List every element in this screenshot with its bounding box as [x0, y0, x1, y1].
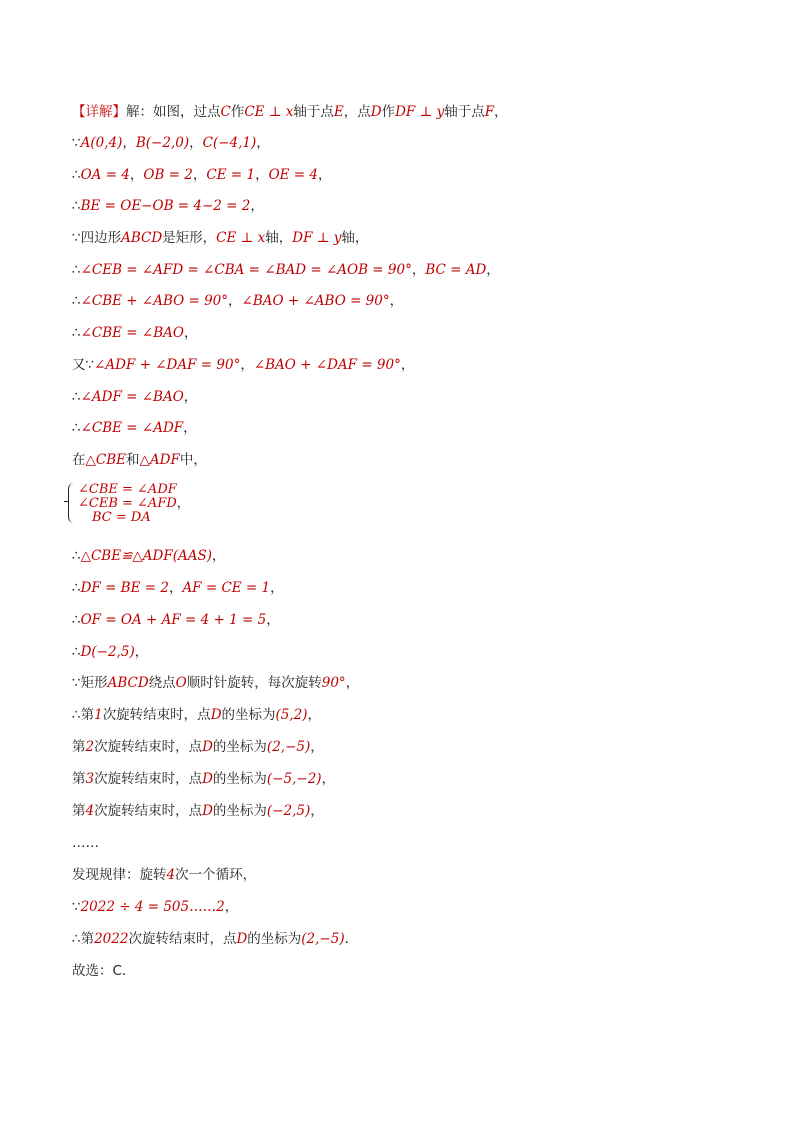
math-expression: DF ⊥ y	[395, 104, 445, 120]
line-text: ，	[266, 612, 280, 628]
line-text: ∵矩形	[72, 675, 108, 691]
line-text: ∵四边形	[72, 230, 122, 246]
line-text: ∴第	[72, 931, 95, 947]
solution-line	[72, 738, 324, 756]
line-text: 在	[72, 452, 86, 468]
math-expression: 2022 ÷ 4 = 505……2	[80, 899, 225, 915]
line-text: 次旋转结束时，点	[102, 707, 211, 723]
line-text: ，	[122, 135, 136, 151]
math-expression: DF = BE = 2	[80, 580, 169, 596]
line-text: ∴	[72, 612, 81, 628]
line-text: 第	[72, 803, 86, 819]
line-text: ，	[494, 104, 508, 120]
math-expression: A(0,4)	[80, 135, 123, 151]
solution-line	[72, 770, 335, 788]
math-expression: B(−2,0)	[135, 135, 190, 151]
line-text: 第	[72, 771, 86, 787]
line-text: ，	[400, 357, 415, 373]
math-expression: 1	[94, 707, 103, 723]
solution-line	[72, 229, 368, 247]
line-text: 的坐标为	[212, 739, 267, 755]
line-text: ，	[134, 644, 149, 660]
line-text: 解：如图，过点	[126, 104, 221, 120]
line-text: 的坐标为	[221, 707, 276, 723]
solution-line	[72, 579, 284, 597]
line-text: 的坐标为	[212, 803, 267, 819]
math-expression: DF ⊥ y	[292, 230, 342, 246]
line-text: ．	[344, 931, 359, 947]
solution-line	[72, 802, 324, 820]
line-text: ，	[192, 167, 207, 183]
line-text: 次旋转结束时，点	[94, 771, 203, 787]
math-expression: F	[484, 104, 495, 120]
solution-line	[72, 451, 207, 469]
line-text: ∴	[72, 548, 81, 564]
line-text: 轴，	[265, 230, 293, 246]
line-text: ∴	[72, 167, 81, 183]
line-text: ，点	[343, 104, 371, 120]
math-expression: △ADF	[139, 452, 180, 468]
line-text: ，	[183, 389, 198, 405]
line-text: ，	[228, 293, 242, 309]
solution-line	[72, 261, 500, 279]
line-text: ，	[183, 420, 197, 436]
math-expression: ∠CBE + ∠ABO = 90°	[80, 293, 229, 309]
line-text: 作	[381, 104, 396, 120]
math-expression: OF = OA + AF = 4 + 1 = 5	[80, 612, 267, 628]
line-text: ∵	[72, 135, 81, 151]
system-eq-2-text: ∠CEB = ∠AFD	[78, 496, 177, 511]
solution-line	[72, 674, 359, 692]
math-expression: ∠CBE = ∠BAO	[80, 325, 184, 341]
line-text: ……	[72, 835, 99, 851]
math-expression: CE ⊥ x	[244, 104, 294, 120]
line-text: 的坐标为	[247, 931, 302, 947]
solution-line	[72, 643, 148, 661]
math-expression: ∠ADF = ∠BAO	[80, 389, 184, 405]
solution-line	[72, 547, 226, 565]
line-text: 轴于点	[444, 104, 485, 120]
line-text: ，	[345, 675, 360, 691]
line-text: 又∵	[72, 357, 95, 373]
system-tail: ，	[176, 496, 190, 511]
line-text: ，	[256, 135, 270, 151]
line-text: ∴	[72, 420, 81, 436]
math-expression: 2	[85, 739, 95, 755]
line-text: 轴于点	[293, 104, 334, 120]
math-expression: D	[370, 104, 382, 120]
system-eq-3: BC = DA	[92, 510, 151, 525]
line-text: ，	[411, 262, 426, 278]
line-text: ∴	[72, 325, 81, 341]
math-expression: 90°	[321, 675, 346, 691]
line-text: 故选：C．	[72, 963, 136, 979]
solution-line	[72, 324, 197, 342]
math-expression: (−5,−2)	[266, 771, 322, 787]
line-text: 和	[126, 452, 140, 468]
solution-line	[72, 419, 197, 437]
math-expression: ∠ADF + ∠DAF = 90°	[94, 357, 241, 373]
solution-line	[72, 166, 331, 184]
line-text: 是矩形，	[162, 230, 217, 246]
line-text: ，	[183, 325, 198, 341]
solution-line	[72, 611, 280, 629]
math-expression: OE = 4	[268, 167, 318, 183]
math-expression: ABCD	[121, 230, 163, 246]
math-expression: 4	[166, 867, 176, 883]
line-text: ，	[389, 293, 404, 309]
math-expression: OB = 2	[143, 167, 193, 183]
line-text: ，	[486, 262, 500, 278]
line-text: ∴	[72, 580, 81, 596]
solution-line	[72, 898, 238, 916]
solution-line	[72, 103, 508, 121]
line-text: ，	[307, 707, 322, 723]
line-text: ∴	[72, 198, 81, 214]
system-eq-2	[78, 497, 190, 511]
math-expression: CE = 1	[206, 167, 256, 183]
solution-line	[72, 134, 270, 152]
math-expression: (2,−5)	[266, 739, 311, 755]
math-expression: 4	[85, 803, 95, 819]
line-text: 顺时针旋转，每次旋转	[186, 675, 322, 691]
solution-line	[72, 866, 256, 884]
line-text: 次旋转结束时，点	[128, 931, 237, 947]
solution-line	[72, 197, 264, 215]
solution-line	[72, 930, 358, 948]
solution-line	[72, 356, 414, 374]
math-expression: D	[236, 931, 248, 947]
solution-line	[72, 706, 321, 724]
line-text: ，	[129, 167, 144, 183]
math-expression: D	[202, 803, 213, 819]
detail-label: 【详解】	[72, 104, 126, 120]
line-text: ，	[310, 739, 324, 755]
line-text: 绕点	[148, 675, 176, 691]
math-expression: E	[333, 104, 344, 120]
math-expression: ABCD	[107, 675, 149, 691]
line-text: ∵	[72, 899, 81, 915]
line-text: ，	[240, 357, 254, 373]
line-text: 次旋转结束时，点	[94, 803, 203, 819]
line-text: ∴	[72, 389, 81, 405]
math-expression: C	[220, 104, 231, 120]
system-eq-1: ∠CBE = ∠ADF	[78, 482, 177, 497]
system-brace-tip	[64, 501, 69, 502]
line-text: ∴	[72, 262, 81, 278]
math-expression: ∠CEB = ∠AFD = ∠CBA = ∠BAD = ∠AOB = 90°	[80, 262, 412, 278]
math-expression: CE ⊥ x	[216, 230, 266, 246]
line-text: ，	[270, 580, 284, 596]
math-expression: BC = AD	[425, 262, 487, 278]
math-expression: 2022	[94, 931, 129, 947]
solution-line	[72, 962, 135, 980]
line-text: ，	[250, 198, 264, 214]
line-text: 轴，	[341, 230, 369, 246]
line-text: ，	[317, 167, 332, 183]
line-text: ∴	[72, 644, 81, 660]
math-expression: AF = CE = 1	[182, 580, 271, 596]
math-expression: O	[175, 675, 187, 691]
math-expression: D	[202, 771, 213, 787]
line-text: ∴第	[72, 707, 95, 723]
solution-line	[72, 388, 197, 406]
line-text: 次一个循环，	[175, 867, 257, 883]
math-expression: △CBE≌△ADF(AAS)	[80, 548, 212, 564]
math-expression: D(−2,5)	[80, 644, 135, 660]
line-text: 中，	[179, 452, 207, 468]
math-expression: D	[202, 739, 213, 755]
math-expression: OA = 4	[80, 167, 130, 183]
math-expression: (5,2)	[275, 707, 308, 723]
line-text: ，	[310, 803, 324, 819]
line-text: ∴	[72, 293, 81, 309]
line-text: 次旋转结束时，点	[94, 739, 203, 755]
math-expression: ∠CBE = ∠ADF	[80, 420, 184, 436]
math-expression: (−2,5)	[266, 803, 311, 819]
line-text: ，	[168, 580, 183, 596]
math-expression: ∠BAO + ∠DAF = 90°	[253, 357, 401, 373]
math-expression: ∠BAO + ∠ABO = 90°	[241, 293, 390, 309]
solution-line	[72, 292, 403, 310]
system-brace	[68, 483, 77, 523]
line-text: ，	[224, 899, 239, 915]
math-expression: D	[210, 707, 222, 723]
math-expression: C(−4,1)	[202, 135, 257, 151]
line-text: 作	[230, 104, 245, 120]
line-text: ，	[255, 167, 269, 183]
math-expression: BE = OE−OB = 4−2 = 2	[80, 198, 251, 214]
solution-line	[72, 834, 99, 852]
line-text: ，	[212, 548, 226, 564]
line-text: ，	[189, 135, 203, 151]
math-expression: (2,−5)	[301, 931, 345, 947]
line-text: 的坐标为	[212, 771, 267, 787]
line-text: 第	[72, 739, 86, 755]
line-text: ，	[321, 771, 336, 787]
math-expression: △CBE	[85, 452, 126, 468]
line-text: 发现规律：旋转	[72, 867, 167, 883]
math-expression: 3	[85, 771, 95, 787]
